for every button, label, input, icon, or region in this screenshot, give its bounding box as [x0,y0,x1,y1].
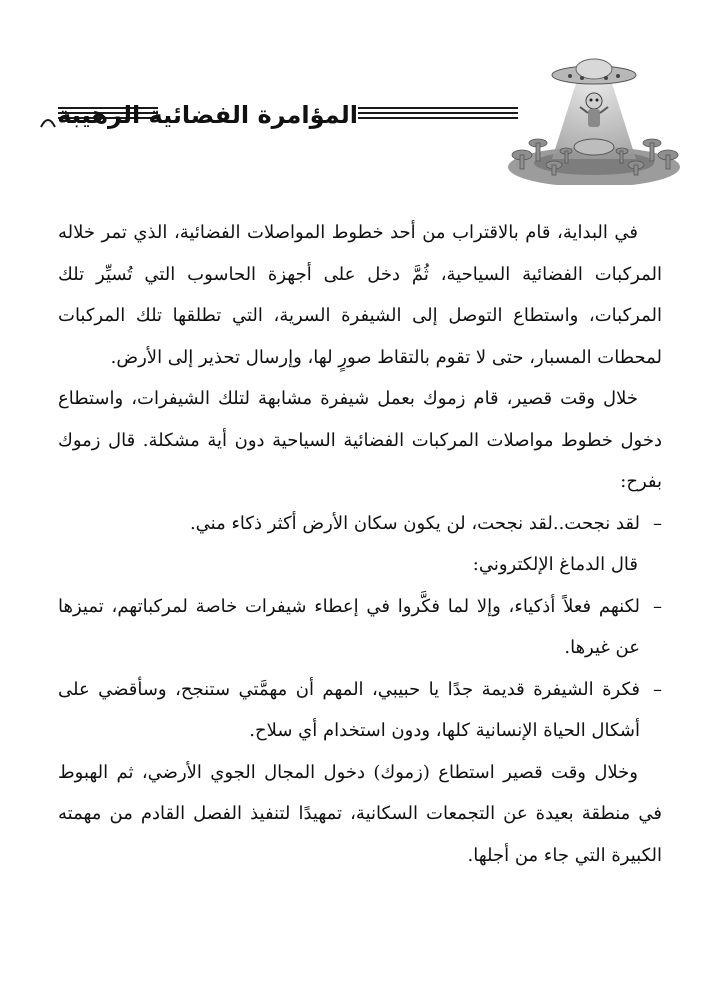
paragraph: وخلال وقت قصير استطاع (زموك) دخول المجال الجوي الأرضي، ثم الهبوط في منطقة بعيدة عن التجمعات السكانية، تمهيدًا لتنفيذ الفصل القادم من مهمته الكبيرة التي جاء من أجلها. [58,761,662,866]
dialog-dash: – [653,678,662,700]
body-text [58,212,662,876]
dialog-line [58,669,662,752]
paragraph: في البداية، قام بالاقتراب من أحد خطوط المواصلات الفضائية، الذي تمر خلاله المركبات الفضائية السياحية، ثُمَّ دخل على أجهزة الحاسوب التي تُسيِّر تلك المركبات، واستطاع التوصل إلى الشيفرة السرية، التي تطلقها تلك المركبات لمحطات المسبار، حتى لا تقوم بالتقاط صورٍ لها، وإرسال تحذير إلى الأرض. [58,222,662,368]
dialog-dash: – [653,512,662,534]
ufo-alien-city-icon [508,55,680,185]
ornament-icon [40,115,56,129]
chapter-header [40,55,680,185]
dialog-text: لكنهم فعلاً أذكياء، وإلا لما فكَّروا في إعطاء شيفرات خاصة لمركباتهم، تميزها عن غيرها. [58,595,640,658]
dialog-line [58,586,662,669]
dialog-line [58,503,662,545]
dialog-text: فكرة الشيفرة قديمة جدًا يا حبيبي، المهم أن مهمَّتي ستنجح، وسأقضي على أشكال الحياة الإنسانية كلها، ودون استخدام أي سلاح. [58,678,640,741]
dialog-text: لقد نجحت..لقد نجحت، لن يكون سكان الأرض أكثر ذكاء مني. [189,512,640,534]
title-banner [40,95,530,135]
page-title: المؤامرة الفضائية الرهيبة [57,101,358,129]
paragraph: خلال وقت قصير، قام زموك بعمل شيفرة مشابهة لتلك الشيفرات، واستطاع دخول خطوط مواصلات المركبات الفضائية السياحية دون أية مشكلة. قال زموك بفرح: [58,388,662,492]
dialog-dash: – [653,595,662,617]
paragraph: قال الدماغ الإلكتروني: [472,554,638,575]
title-rule-right [358,107,518,121]
